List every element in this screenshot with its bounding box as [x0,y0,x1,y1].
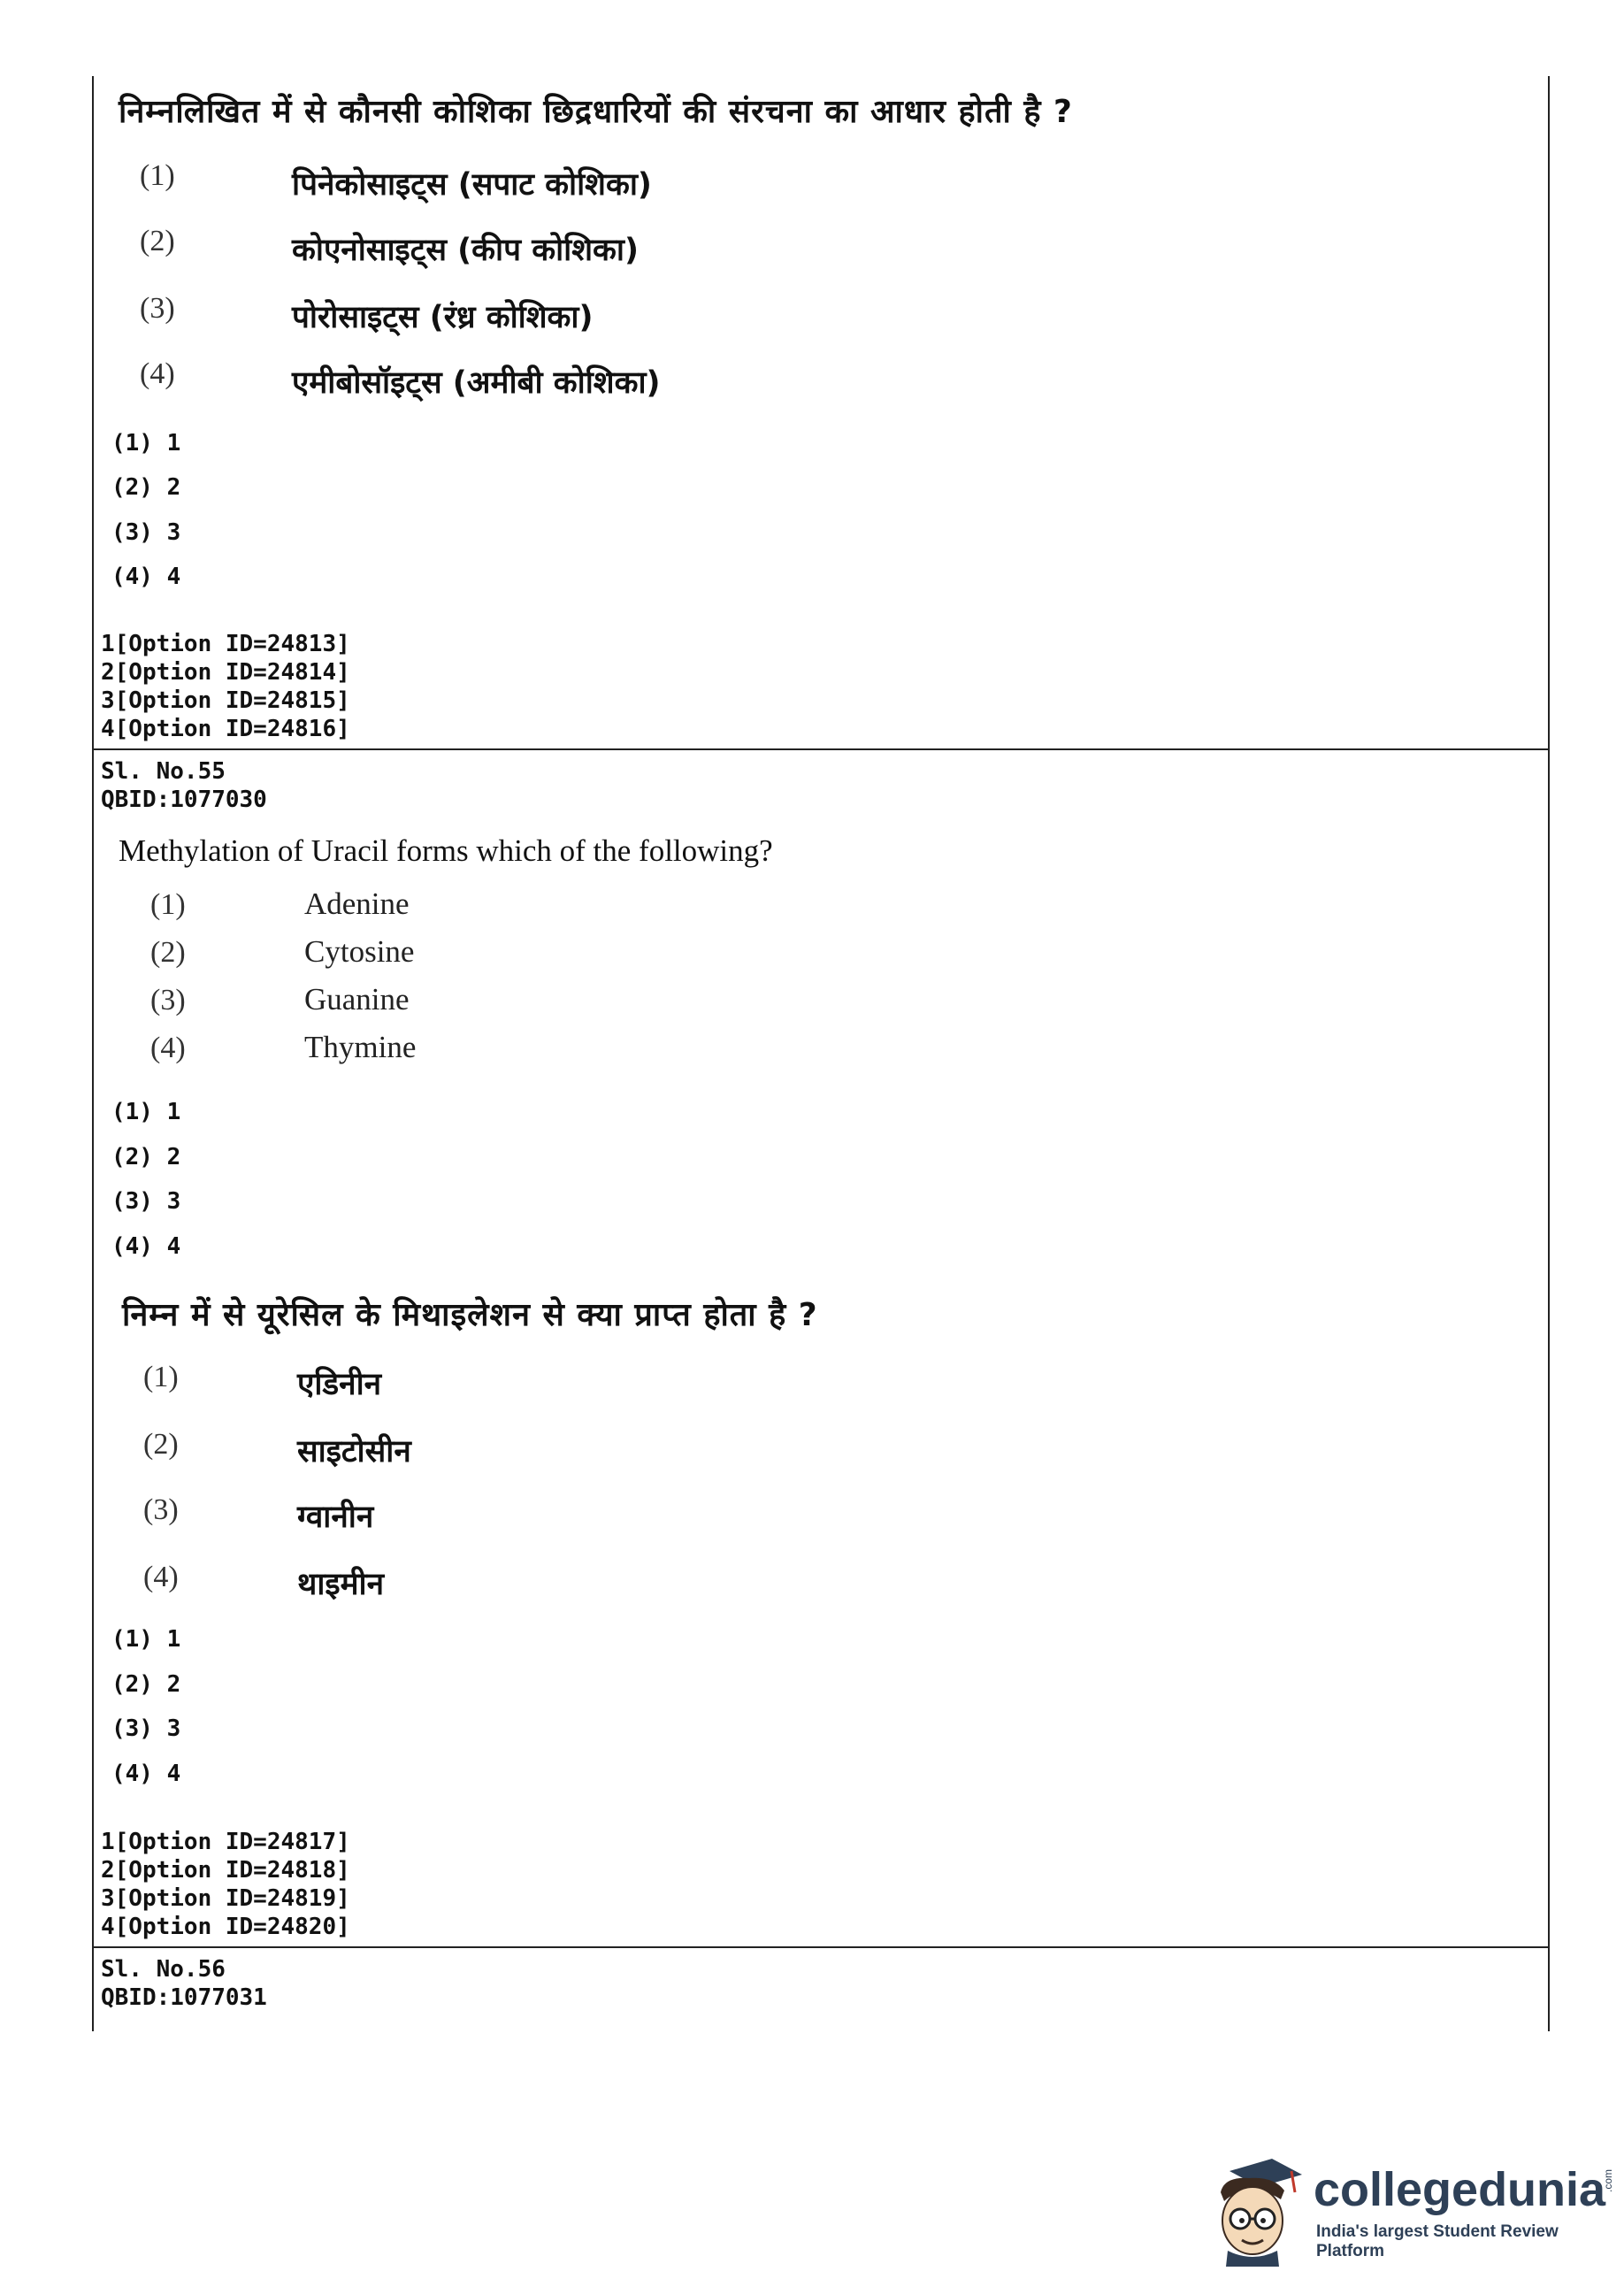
logo-wordmark: collegedunia [1314,2163,1606,2216]
q55-hi-option-2-text: साइटोसीन [297,1434,411,1469]
q54-answer-choice-1[interactable]: (1) 1 [111,430,181,457]
q56-serial-number: Sl. No.56 [101,1956,226,1983]
q54-answer-choice-3[interactable]: (3) 3 [111,519,181,546]
mascot-icon [1203,2152,1309,2267]
question-55-hindi-text: निम्न में से यूरेसिल के मिथाइलेशन से क्या प्राप्त होता है ? [122,1297,818,1333]
q55-hi-option-3-number: (3) [143,1493,179,1526]
q55-option-id-2: 2[Option ID=24818] [101,1857,350,1884]
q55-hi-answer-choice-2[interactable]: (2) 2 [111,1671,181,1698]
q55-hi-answer-choice-1[interactable]: (1) 1 [111,1626,181,1653]
q55-en-option-1-text: Adenine [304,886,410,921]
q55-option-id-1: 1[Option ID=24817] [101,1829,350,1855]
q54-option-1-text: पिनेकोसाइट्स (सपाट कोशिका) [292,167,652,203]
page-frame-right [1548,76,1550,2031]
q55-hi-answer-choice-3[interactable]: (3) 3 [111,1715,181,1742]
q55-en-answer-choice-4[interactable]: (4) 4 [111,1233,181,1260]
q54-answer-choice-2[interactable]: (2) 2 [111,474,181,501]
q54-option-4-text: एमीबोसॉइट्स (अमीबी कोशिका) [292,365,661,401]
q55-hi-answer-choice-4[interactable]: (4) 4 [111,1761,181,1787]
q54-option-id-1: 1[Option ID=24813] [101,631,350,657]
q54-answer-choice-4[interactable]: (4) 4 [111,564,181,590]
q55-en-answer-choice-2[interactable]: (2) 2 [111,1144,181,1170]
q55-en-option-4-number: (4) [150,1032,186,1064]
q55-en-option-2-text: Cytosine [304,934,415,969]
q55-en-answer-choice-1[interactable]: (1) 1 [111,1099,181,1125]
q55-hi-option-2-number: (2) [143,1428,179,1461]
q55-en-option-3-text: Guanine [304,982,410,1017]
q55-hi-option-1-text: एडिनीन [297,1367,382,1402]
q55-hi-option-3-text: ग्वानीन [297,1500,374,1535]
q54-option-1-number: (1) [140,159,175,192]
q54-option-2-text: कोएनोसाइट्स (कीप कोशिका) [292,233,639,268]
q55-qbid: QBID:1077030 [101,787,267,813]
q54-option-id-4: 4[Option ID=24816] [101,716,350,742]
page-frame-left [92,76,94,2031]
q55-en-option-3-number: (3) [150,984,186,1017]
q54-option-id-2: 2[Option ID=24814] [101,659,350,686]
section-divider [92,748,1550,750]
q55-en-option-4-text: Thymine [304,1030,417,1064]
q56-qbid: QBID:1077031 [101,1984,267,2011]
q55-serial-number: Sl. No.55 [101,758,226,785]
question-54-hindi-text: निम्नलिखित में से कौनसी कोशिका छिद्रधारियों की संरचना का आधार होती है ? [119,94,1073,130]
q55-option-id-4: 4[Option ID=24820] [101,1914,350,1940]
logo-tagline: India's largest Student Review Platform [1316,2222,1559,2260]
question-55-english-text: Methylation of Uracil forms which of the following? [119,833,773,868]
q55-hi-option-4-number: (4) [143,1561,179,1593]
q55-en-answer-choice-3[interactable]: (3) 3 [111,1188,181,1215]
q54-option-3-text: पोरोसाइट्स (रंध्र कोशिका) [292,300,594,335]
q55-en-option-1-number: (1) [150,888,186,921]
section-divider [92,1946,1550,1948]
collegedunia-logo[interactable] [1203,2152,1619,2267]
q55-en-option-2-number: (2) [150,936,186,969]
q54-option-id-3: 3[Option ID=24815] [101,687,350,714]
q54-option-2-number: (2) [140,225,175,257]
q55-hi-option-4-text: थाइमीन [297,1567,385,1602]
q54-option-3-number: (3) [140,292,175,325]
q55-option-id-3: 3[Option ID=24819] [101,1885,350,1912]
q55-hi-option-1-number: (1) [143,1361,179,1393]
logo-domain-suffix: .com [1602,2168,1615,2193]
q54-option-4-number: (4) [140,357,175,390]
